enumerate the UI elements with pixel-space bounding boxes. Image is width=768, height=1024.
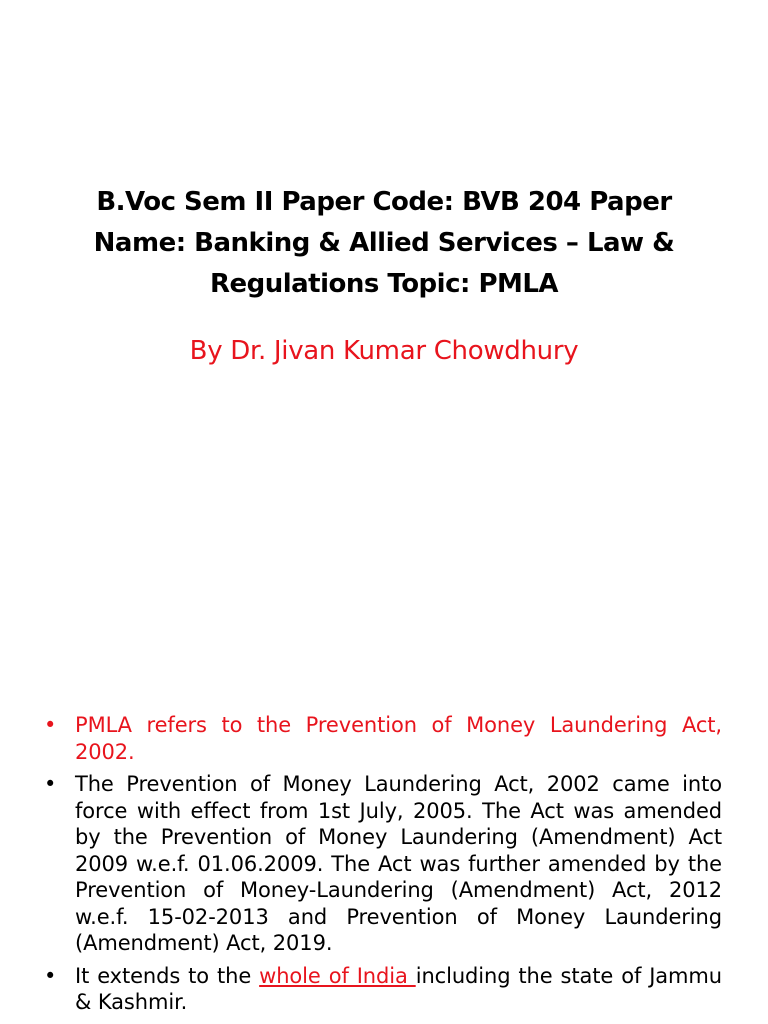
- bullet-text: The Prevention of Money Laundering Act, 2002 came into force with effect from 1st July, 2005. The Act was amended by the Prevention of Money Laundering (Amendment) Act 2009 w.e.f. 01.06.2009. The Act was further amended by the Prevention of Money-Laundering (Amendment) Act, 2012 w.e.f. 15-02-2013 and Prevention of Money Laundering (Amendment) Act, 2019.: [75, 772, 722, 955]
- bullet-dot-icon: •: [44, 772, 57, 796]
- bullet-item: [44, 712, 722, 765]
- bullet-dot-icon: •: [44, 713, 57, 737]
- bullet-text-before: It extends to the: [75, 963, 260, 988]
- bullet-dot-icon: •: [44, 963, 57, 988]
- slide-title: B.Voc Sem II Paper Code: BVB 204 Paper Name: Banking & Allied Services – Law & Regulations Topic: PMLA: [93, 187, 675, 299]
- bullet-item: [44, 963, 722, 1016]
- author-subtitle: By Dr. Jivan Kumar Chowdhury: [189, 336, 579, 366]
- whole-of-india-link[interactable]: whole of India: [259, 963, 416, 988]
- content-slide: [44, 712, 722, 1022]
- bullet-text-after: including the state of Jammu & Kashmir.: [75, 963, 722, 1014]
- bullet-item: [44, 771, 722, 957]
- bullet-text: PMLA refers to the Prevention of Money Laundering Act, 2002.: [75, 713, 722, 764]
